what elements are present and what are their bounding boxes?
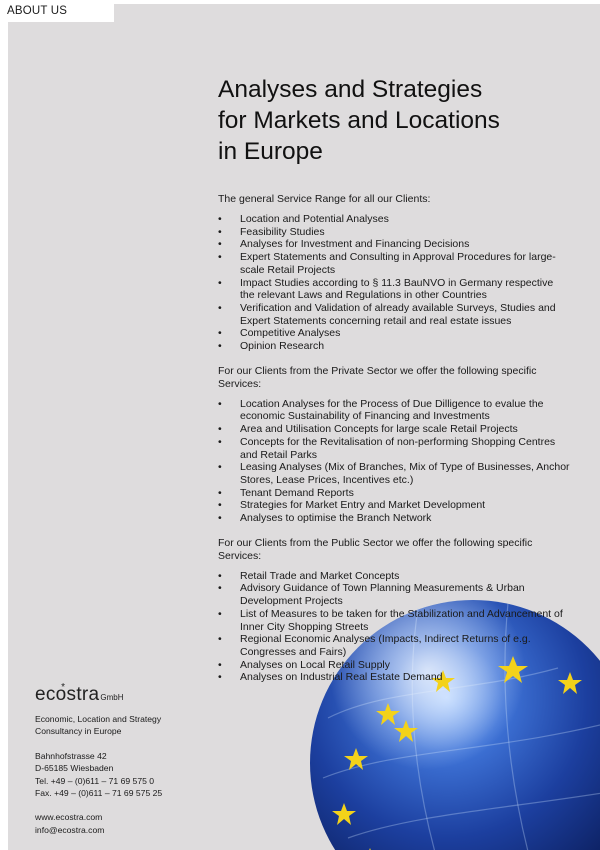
service-list-private [218, 398, 570, 525]
phone-number: Tel. +49 – (0)611 – 71 69 575 0 [35, 775, 155, 786]
list-item: • Analyses on Industrial Real Estate Demand [218, 671, 570, 684]
logo-suffix: GmbH [100, 693, 124, 702]
address-street: Bahnhofstrasse 42 [35, 750, 107, 761]
list-item: • List of Measures to be taken for the Stabilization and Advancement of Inner City Shopping Streets [218, 608, 570, 633]
list-item: • Location Analyses for the Process of Due Dilligence to evalue the economic Sustainability of Financing and Investments [218, 398, 570, 423]
main-content [218, 74, 570, 696]
list-item: • Verification and Validation of already available Surveys, Studies and Expert Statements concerning retail and real estate issues [218, 302, 570, 327]
logo-text: o * [56, 684, 67, 705]
content-panel [8, 4, 600, 850]
list-item: • Impact Studies according to § 11.3 BauNVO in Germany respective the relevant Laws and Regulations in other Countries [218, 277, 570, 302]
website-link[interactable]: www.ecostra.com [35, 812, 103, 823]
title-line: Analyses and Strategies [218, 76, 483, 103]
list-item: • Tenant Demand Reports [218, 487, 570, 500]
company-tagline: Economic, Location and Strategy [35, 714, 162, 724]
section-intro-general: The general Service Range for all our Clients: [218, 193, 431, 205]
logo-text: stra [66, 684, 100, 705]
section-intro-public: For our Clients from the Public Sector we offer the following specific Services: [218, 536, 533, 562]
list-item: • Location and Potential Analyses [218, 213, 570, 226]
list-item: • Competitive Analyses [218, 327, 570, 340]
list-item: • Advisory Guidance of Town Planning Measurements & Urban Development Projects [218, 582, 570, 607]
company-footer [35, 684, 215, 836]
list-item: • Strategies for Market Entry and Market Development [218, 499, 570, 512]
page-title [218, 74, 570, 167]
list-item: • Area and Utilisation Concepts for large scale Retail Projects [218, 423, 570, 436]
address-city: D-65185 Wiesbaden [35, 763, 114, 774]
email-link[interactable]: info@ecostra.com [35, 824, 105, 835]
list-item: • Concepts for the Revitalisation of non-performing Shopping Centres and Retail Parks [218, 436, 570, 461]
company-logo [35, 684, 215, 709]
fax-number: Fax. +49 – (0)611 – 71 69 575 25 [35, 788, 163, 799]
list-item: • Analyses for Investment and Financing Decisions [218, 238, 570, 251]
title-line: in Europe [218, 138, 323, 165]
list-item: • Feasibility Studies [218, 226, 570, 239]
logo-text: ec [35, 684, 56, 705]
list-item: • Analyses to optimise the Branch Network [218, 512, 570, 525]
title-line: for Markets and Locations [218, 107, 500, 134]
list-item: • Opinion Research [218, 340, 570, 353]
list-item: • Expert Statements and Consulting in Approval Procedures for large-scale Retail Projects [218, 251, 570, 276]
list-item: • Regional Economic Analyses (Impacts, Indirect Returns of e.g. Congresses and Fairs) [218, 633, 570, 658]
section-intro-private: For our Clients from the Private Sector we offer the following specific Services: [218, 364, 537, 390]
about-us-tab: ABOUT US [0, 0, 114, 22]
service-list-public [218, 570, 570, 684]
company-tagline: Consultancy in Europe [35, 726, 122, 737]
list-item: • Leasing Analyses (Mix of Branches, Mix of Type of Businesses, Anchor Stores, Lease Prices, Incentives etc.) [218, 461, 570, 486]
service-list-general [218, 213, 570, 353]
list-item: • Analyses on Local Retail Supply [218, 659, 570, 672]
list-item: • Retail Trade and Market Concepts [218, 570, 570, 583]
